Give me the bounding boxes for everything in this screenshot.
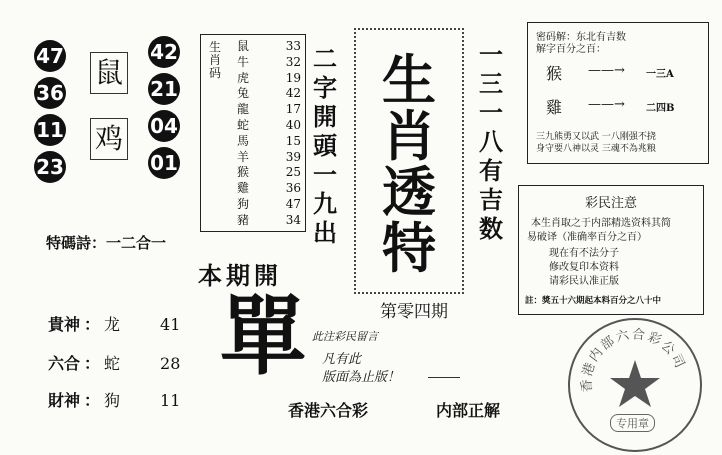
- riddle-animal: 雞: [546, 98, 563, 117]
- zodiac-row: 馬 15: [237, 133, 301, 148]
- notice-line: 本生肖取之于内部精选资料其简: [531, 218, 671, 229]
- zodiac-row: 猴 25: [237, 165, 301, 180]
- notice-line: 易破译（准确率百分之百）: [527, 232, 647, 243]
- deity-row: 六合 ： 蛇 28: [48, 354, 181, 373]
- issue-number: 第零四期: [380, 302, 448, 322]
- zodiac-number-table: [200, 34, 306, 232]
- this-issue-label: 本期開: [198, 261, 282, 290]
- number-ball: 11: [34, 114, 66, 146]
- riddle-footnote: 身守要八神以灵 三魂不為兆粮: [536, 144, 656, 154]
- notice-box: [518, 185, 704, 315]
- arrow-icon: ——→: [588, 63, 625, 78]
- zodiac-row: 牛 32: [237, 54, 301, 69]
- zodiac-row: 狗 47: [237, 196, 301, 211]
- warning-line: 凡有此: [322, 352, 362, 367]
- zodiac-row: 雞 36: [237, 181, 301, 196]
- notice-line: 现在有不法分子: [549, 248, 619, 259]
- single-character: 單: [220, 286, 306, 387]
- notice-line: 修改复印本资料: [549, 262, 619, 273]
- footer-tagline: 内部正解: [436, 401, 501, 420]
- seal-bottom-text: 专用章: [610, 414, 655, 432]
- number-ball: 47: [34, 40, 66, 72]
- number-ball: 36: [34, 77, 66, 109]
- zodiac-box: 鼠: [90, 52, 128, 94]
- title-box: [354, 28, 464, 294]
- riddle-line: 解字百分之百：: [536, 44, 606, 55]
- zodiac-row: 鼠 33: [237, 39, 301, 53]
- warning-line: 版面為止版！: [322, 370, 401, 385]
- seal-ring-text: 香港内部六合彩公司: [579, 327, 688, 393]
- riddle-footnote: 三九熊勇又以武 一八刚强不挠: [536, 132, 656, 142]
- zodiac-row: 羊 39: [237, 149, 301, 164]
- number-ball: 23: [34, 151, 66, 183]
- main-title: 生 肖 透 特: [382, 48, 436, 280]
- zodiac-row: 蛇 40: [237, 117, 301, 132]
- deity-row: 財神 ： 狗 11: [48, 391, 181, 410]
- deity-row: 貴神 ： 龙 41: [48, 315, 181, 334]
- vertical-slogan-left: 二 字 開 頭 一 九 出: [313, 44, 337, 247]
- number-ball: 01: [148, 147, 180, 179]
- riddle-animal: 猴: [546, 64, 563, 83]
- riddle-code: 一三A: [646, 69, 674, 80]
- notice-line: 请彩民认准正版: [549, 276, 619, 287]
- zodiac-row: 豬 34: [237, 212, 301, 227]
- riddle-box: [527, 22, 709, 164]
- notice-title: 彩民注意: [584, 196, 637, 211]
- footer-brand: 香港六合彩: [288, 401, 369, 420]
- zodiac-box: 鸡: [90, 118, 128, 160]
- zodiac-row: 龍 17: [237, 102, 301, 117]
- star-icon: [610, 360, 660, 407]
- notice-footer: 註：獎五十六期起本料百分之八十中: [525, 296, 662, 306]
- zodiac-table-title: 生 肖 码: [209, 40, 222, 80]
- arrow-icon: ——→: [588, 97, 625, 112]
- number-ball: 21: [148, 73, 180, 105]
- riddle-code: 二四B: [646, 103, 675, 114]
- company-seal: [568, 318, 702, 452]
- riddle-line: 密码解：东北有吉数: [536, 32, 626, 43]
- number-ball: 42: [148, 36, 180, 68]
- vertical-slogan-right: 一 三 一 八 有 吉 数: [479, 40, 503, 243]
- zodiac-row: 兔 42: [237, 86, 301, 101]
- poem-label: 特碼詩：一二合一: [46, 234, 167, 252]
- number-ball: 04: [148, 110, 180, 142]
- zodiac-row: 虎 19: [237, 70, 301, 85]
- divider: [428, 377, 460, 378]
- handwritten-note: 此注彩民留言: [312, 330, 378, 343]
